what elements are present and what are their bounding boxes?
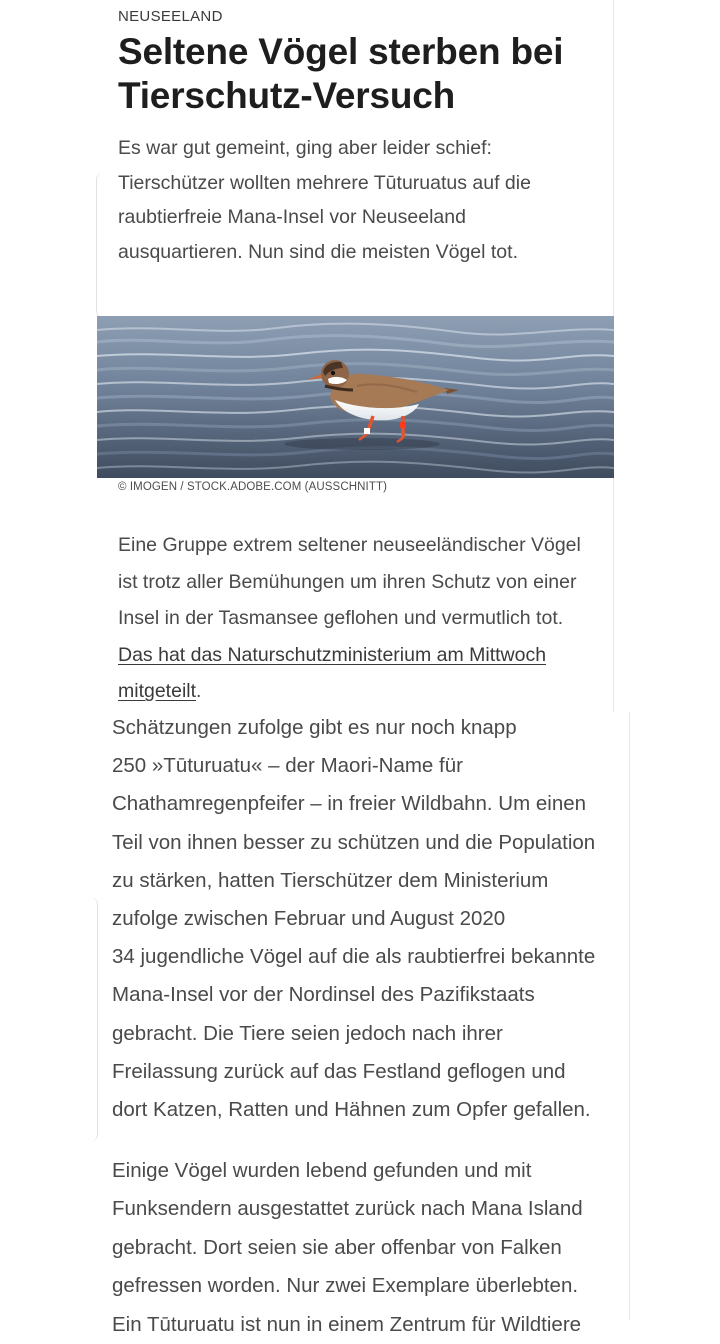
teaser-line: Es war gut gemeint, ging aber leider schief: [118, 137, 492, 159]
paragraph-line: Freilassung zurück auf das Festland geflogen und [112, 1059, 566, 1083]
shore-plover-photo-icon [97, 316, 614, 478]
paragraph-line: Insel in der Tasmansee geflohen und vermutlich tot. [118, 607, 564, 630]
edge-bracket [96, 172, 104, 318]
paragraph-line [118, 673, 598, 710]
paragraph-line: Einige Vögel wurden lebend gefunden und mit [112, 1159, 532, 1182]
paragraph-line [118, 637, 598, 674]
paragraph-line: 34 jugendliche Vögel auf die als raubtierfrei bekannte [112, 945, 596, 969]
paragraph-line: zufolge zwischen Februar und August 2020 [112, 907, 506, 931]
teaser-line: ausquartieren. Nun sind die meisten Vögel tot. [118, 240, 518, 263]
teaser-line: raubtierfreie Mana-Insel vor Neuseeland [118, 206, 466, 228]
article-paragraph [112, 1152, 612, 1344]
paragraph-line: Schätzungen zufolge gibt es nur noch knapp [112, 716, 517, 739]
ministry-source-link[interactable]: mitgeteilt [118, 680, 197, 703]
paragraph-line: dort Katzen, Ratten und Hähnen zum Opfer gefallen. [112, 1098, 591, 1122]
paragraph-line: gebracht. Die Tiere seien jedoch nach ihrer [112, 1021, 503, 1045]
ministry-source-link[interactable]: Das hat das Naturschutzministerium am Mittwoch [118, 643, 547, 666]
headline-line: Seltene Vögel sterben bei [118, 31, 564, 72]
edge-bracket [90, 897, 98, 1142]
article-kicker: NEUSEELAND [118, 8, 223, 25]
image-credit: © IMOGEN / STOCK.ADOBE.COM (AUSSCHNITT) [118, 481, 388, 493]
paragraph-line: ist trotz aller Bemühungen um ihren Schutz von einer [118, 570, 577, 593]
article-headline [118, 30, 598, 118]
column-divider [629, 712, 630, 1320]
sentence-end: . [196, 680, 202, 703]
teaser-line: Tierschützer wollten mehrere Tūturuatus auf die [118, 171, 531, 194]
paragraph-line: Ein Tūturuatu ist nun in einem Zentrum für Wildtiere [112, 1312, 582, 1336]
paragraph-line: Teil von ihnen besser zu schützen und die Population [112, 830, 596, 854]
article-image[interactable] [97, 316, 614, 478]
paragraph-line: Mana-Insel vor der Nordinsel des Pazifikstaats [112, 983, 535, 1007]
paragraph-line: Funksendern ausgestattet zurück nach Mana Island [112, 1197, 583, 1221]
paragraph-line: gefressen worden. Nur zwei Exemplare überlebten. [112, 1274, 579, 1298]
paragraph-line: 250 »Tūturuatu« – der Maori-Name für [112, 754, 463, 778]
article-paragraph [118, 527, 598, 710]
paragraph-line: gebracht. Dort seien sie aber offenbar von Falken [112, 1235, 562, 1259]
article-paragraph [112, 709, 612, 1129]
article-teaser [118, 131, 588, 269]
headline-line: Tierschutz-Versuch [118, 75, 456, 116]
paragraph-line: Eine Gruppe extrem seltener neuseeländischer Vögel [118, 534, 581, 556]
paragraph-line: zu stärken, hatten Tierschützer dem Ministerium [112, 868, 549, 892]
paragraph-line: Chathamregenpfeifer – in freier Wildbahn. Um einen [112, 792, 587, 816]
